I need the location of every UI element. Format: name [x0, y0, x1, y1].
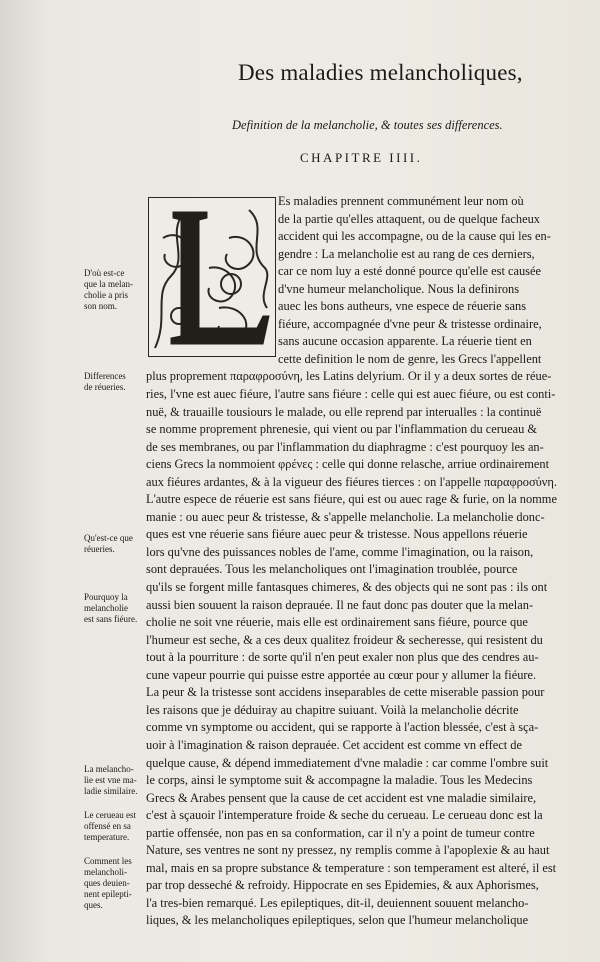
text-line: uoir à l'imagination & raison deprauée. Cet accident est comme vn effect de — [146, 737, 522, 752]
text-line: nuë, & trauaille tousiours le malade, ou elle reprend par interualles : la continuë — [146, 404, 542, 419]
text-line: aux fiéures ardantes, & à la vigueur des fiéures tierces : on l'appelle παραφροσύνη. — [146, 474, 557, 489]
text-line: se nomme proprement phrenesie, qui vient ou par l'inflammation du cerueau & — [146, 422, 538, 437]
text-line: tout à la pourriture : de sorte qu'il n'en peut exaler non plus que des cendres au- — [146, 650, 539, 665]
text-line: ciens Grecs la nommoient φρένες : celle qui donne relasche, arriue ordinairement — [146, 457, 550, 472]
text-line: Es maladies prennent communément leur nom où — [278, 194, 524, 208]
text-line: comme vn symptome ou accident, qui se rapporte à l'action blessée, c'est à sça- — [146, 720, 539, 735]
text-line: cune vapeur pourrie qui puisse estre apportée au cœur pour y allumer la fiéure. — [146, 667, 537, 682]
text-line: manie : ou auec peur & tristesse, & s'appelle melancholie. La melancholie donc- — [146, 509, 545, 524]
text-line: gendre : La melancholie est au rang de ces derniers, — [278, 246, 535, 261]
text-line: ques est vne réuerie sans fiéure auec peur & tristesse. Nous appellons réuerie — [146, 527, 528, 542]
running-title: Des maladies melancholiques, — [238, 60, 523, 85]
text-line: car ce nom luy a esté donné pource qu'elle est causée — [278, 264, 542, 279]
text-line: lors qu'vne des puissances nobles de l'ame, comme l'imagination, ou la raison, — [146, 544, 534, 559]
text-line: plus proprement παραφροσύνη, les Latins delyrium. Or il y a deux sortes de réue- — [146, 369, 552, 384]
margin-note: Le cerueau est offensé en sa temperature. — [84, 810, 136, 842]
margin-note: La melancho- lie est vne ma- ladie similaire. — [84, 764, 138, 796]
text-line: L'autre espece de réuerie est sans fiéure, qui est ou auec rage & furie, on la nomme — [146, 492, 557, 507]
text-line: quelque cause, & dépend immediatement d'vne maladie : car comme l'ombre suit — [146, 755, 549, 770]
margin-note: Differences de réueries. — [84, 371, 126, 392]
ornament-icon — [149, 198, 275, 356]
text-line: sont deprauées. Tous les melancholiques ont l'imagination troublée, pource — [146, 562, 518, 577]
text-line: partie offensée, non pas en sa conformation, car il n'y a point de tumeur contre — [146, 825, 535, 840]
text-line: Grecs & Arabes pensent que la cause de cet accident est vne maladie similaire, — [146, 790, 537, 805]
text-line: de ses membranes, ou par l'inflammation du diaphragme : c'est pourquoy les an- — [146, 439, 544, 454]
text-line: La peur & la tristesse sont accidens inseparables de cette miserable passion pour — [146, 685, 545, 700]
text-line: par trop desseché & refroidy. Hippocrate en ses Epidemies, & aux Aphorismes, — [146, 878, 539, 893]
text-line: l'a tres-bien remarqué. Les epileptiques, dit-il, deuiennent souuent melancho- — [146, 895, 529, 910]
text-line: aussi bien souuent la raison deprauée. Il ne faut donc pas douter que la melan- — [146, 597, 534, 612]
chapter-heading: CHAPITRE IIII. — [300, 150, 423, 165]
text-line: de la partie qu'elles attaquent, ou de quelque facheux — [278, 211, 540, 226]
text-line: mal, mais en sa propre substance & temperature : son temperament est alteré, il est — [146, 860, 557, 875]
text-line: sans aucune occasion apparente. La réuerie tient en — [278, 334, 532, 349]
text-line: d'vne humeur melancholique. Nous la definirons — [278, 281, 520, 296]
text-line: auec les bons autheurs, vne espece de réuerie sans — [278, 299, 527, 314]
text-line: cette definition le nom de genre, les Grecs l'appellent — [278, 351, 542, 366]
text-line: Nature, ses ventres ne sont ny pressez, ny remplis comme à l'apoplexie & au haut — [146, 843, 550, 858]
text-line: accident qui les accompagne, ou de la cause qui les en- — [278, 229, 551, 244]
text-line: le corps, ainsi le symptome suit & accompagne la maladie. Tous les Medecins — [146, 773, 533, 788]
margin-note: Qu'est-ce que réueries. — [84, 533, 133, 554]
margin-note: D'où est-ce que la melan- cholie a pris son nom. — [84, 268, 133, 311]
margin-note: Comment les melancholi- ques deuien- nent epilepti- ques. — [84, 856, 132, 910]
text-line: l'humeur est seche, & a ces deux qualitez froideur & secheresse, qui resistent du — [146, 632, 543, 647]
text-line: ries, l'vne est auec fiéure, l'autre sans fiéure : celle qui est auec fiéure, ou est conti- — [146, 387, 556, 402]
text-line: les raisons que je déduiray au chapitre suiuant. Voilà la melancholie décrite — [146, 702, 519, 717]
text-line: qu'ils se forgent mille fantasques chimeres, & des objects qui ne sont pas : ils ont — [146, 580, 548, 595]
text-line: fiéure, accompagnée d'vne peur & tristesse ordinaire, — [278, 316, 542, 331]
text-line: liques, & les melancholiques epileptiques, selon que l'humeur melancholique — [146, 913, 529, 928]
text-line: c'est à sçauoir l'intemperature froide & seche du cerueau. Le cerueau donc est la — [146, 808, 543, 823]
decorated-initial-letter — [148, 197, 276, 357]
margin-note: Pourquoy la melancholie est sans fiéure. — [84, 592, 138, 624]
chapter-subtitle: Definition de la melancholie, & toutes ses differences. — [232, 118, 503, 132]
text-line: cholie ne soit vne réuerie, mais elle est ordinairement sans fiéure, pource que — [146, 615, 528, 630]
